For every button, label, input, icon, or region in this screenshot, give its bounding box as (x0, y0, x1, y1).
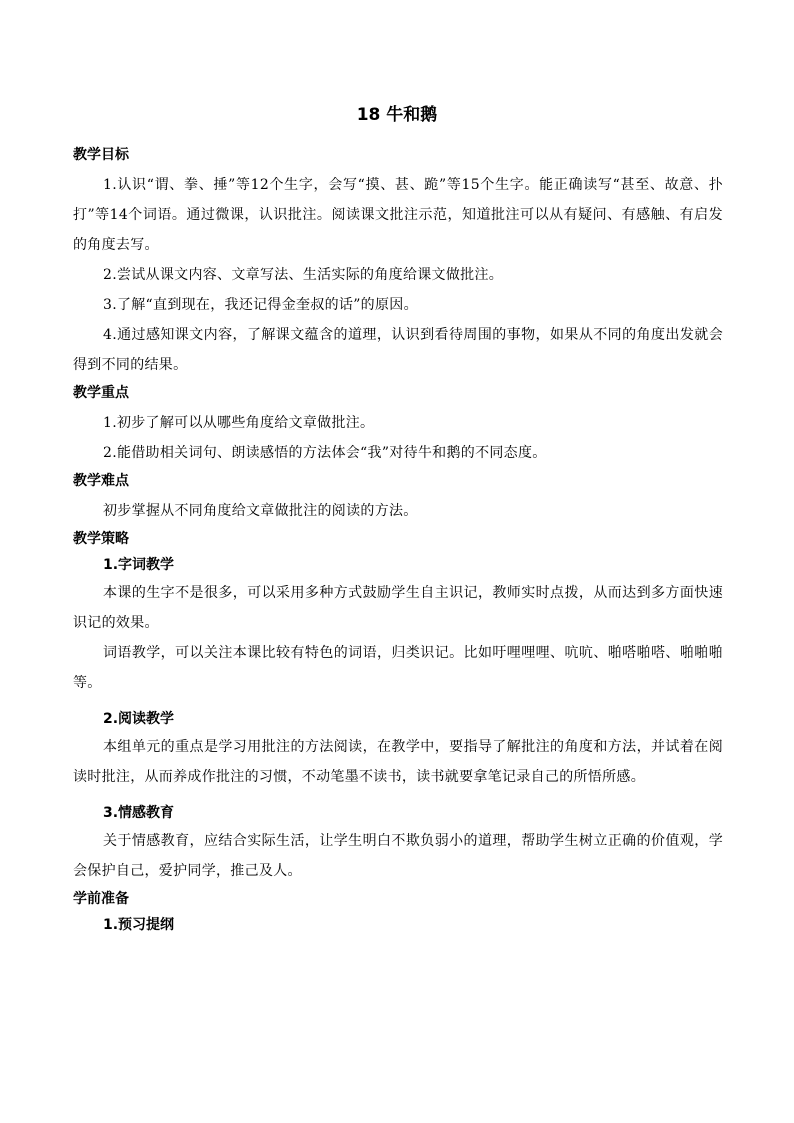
key-point-1: 1.初步了解可以从哪些角度给文章做批注。 (103, 415, 375, 431)
goal-item-2: 2.尝试从课文内容、文章写法、生活实际的角度给课文做批注。 (103, 267, 504, 283)
strategy-sub-emotion: 3.情感教育 (103, 805, 175, 821)
document-body (73, 142, 723, 938)
strategy-sub-reading: 2.阅读教学 (103, 711, 175, 727)
heading-preparation: 学前准备 (73, 891, 129, 907)
strategy-vocabulary-para-1: 本课的生字不是很多，可以采用多种方式鼓励学生自主识记，教师实时点拨，从而达到多方面快速识记的效果。 (73, 585, 723, 631)
strategy-reading-para: 本组单元的重点是学习用批注的方法阅读，在教学中，要指导了解批注的角度和方法，并试着在阅读时批注，从而养成作批注的习惯，不动笔墨不读书，读书就要拿笔记录自己的所悟所感。 (73, 739, 723, 785)
preparation-sub-outline: 1.预习提纲 (103, 917, 175, 933)
heading-strategy: 教学策略 (73, 531, 129, 547)
heading-teaching-goals: 教学目标 (73, 147, 129, 163)
lesson-title: 18 牛和鹅 (356, 105, 438, 125)
key-point-2: 2.能借助相关词句、朗读感悟的方法体会“我”对待牛和鹅的不同态度。 (103, 445, 547, 461)
strategy-emotion-para: 关于情感教育，应结合实际生活，让学生明白不欺负弱小的道理，帮助学生树立正确的价值观，学会保护自己，爱护同学，推己及人。 (73, 833, 723, 879)
strategy-vocabulary-para-2: 词语教学，可以关注本课比较有特色的词语，归类识记。比如吁哩哩哩、吭吭、啪嗒啪嗒、啪啪啪等。 (73, 645, 723, 691)
goal-item-4: 4.通过感知课文内容，了解课文蕴含的道理，认识到看待周围的事物，如果从不同的角度出发就会得到不同的结果。 (73, 327, 723, 373)
difficulty-text: 初步掌握从不同角度给文章做批注的阅读的方法。 (103, 503, 418, 519)
heading-difficulty: 教学难点 (73, 473, 129, 489)
strategy-sub-vocabulary: 1.字词教学 (103, 557, 175, 573)
heading-key-points: 教学重点 (73, 385, 129, 401)
goal-item-1: 1.认识“谓、拳、捶”等12个生字，会写“摸、甚、跪”等15个生字。能正确读写“甚至、故意、扑打”等14个词语。通过微课，认识批注。阅读课文批注示范，知道批注可以从有疑问、有感触、有启发的角度去写。 (73, 177, 723, 253)
goal-item-3: 3.了解“直到现在，我还记得金奎叔的话”的原因。 (103, 297, 418, 313)
